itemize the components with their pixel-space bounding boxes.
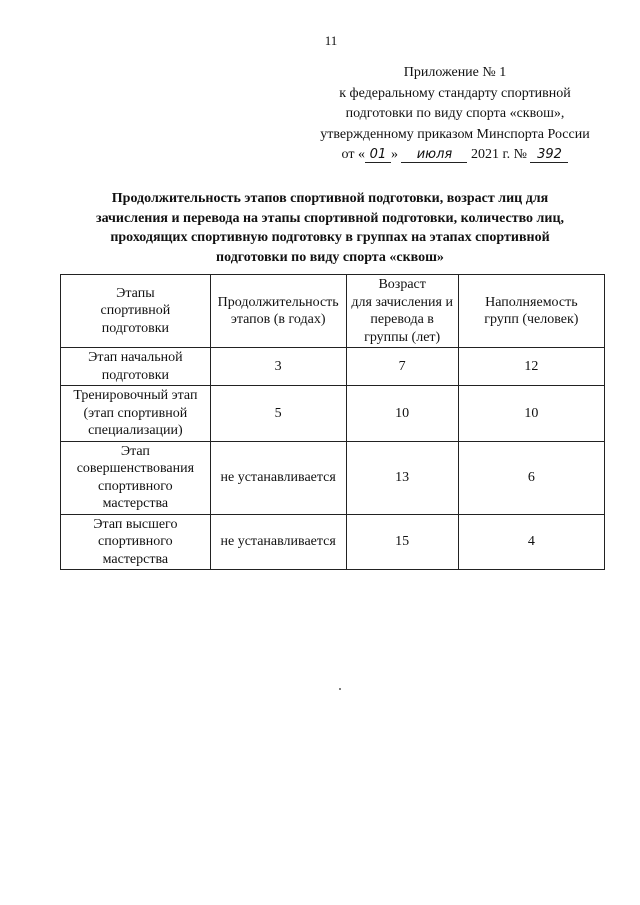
header-line: Этапы — [116, 285, 155, 301]
header-group-size — [458, 275, 604, 348]
header-line: этапов (в годах) — [230, 312, 326, 327]
group-size-cell: 12 — [458, 348, 604, 386]
appendix-title: Приложение № 1 — [403, 65, 507, 80]
title-line: проходящих спортивную подготовку в группах на этапах спортивной — [110, 230, 550, 245]
stage-line: Этап начальной — [88, 350, 183, 365]
stage-line: совершенствования — [76, 461, 195, 476]
stages-table — [60, 274, 605, 570]
age-cell: 10 — [346, 386, 458, 442]
handwritten-month: июля — [401, 148, 467, 163]
handwritten-day: 01 — [365, 148, 391, 163]
date-mid: » — [390, 147, 402, 162]
header-duration — [210, 275, 346, 348]
age-cell: 13 — [346, 441, 458, 514]
header-line: Возраст — [378, 277, 426, 292]
header-line: для зачисления и — [351, 294, 453, 310]
handwritten-order-number: 392 — [530, 148, 568, 163]
group-size-cell: 10 — [458, 386, 604, 442]
title-line: зачисления и перевода на этапы спортивной подготовки, количество лиц, — [95, 210, 565, 226]
header-age — [346, 275, 458, 348]
stage-line: спортивного — [98, 478, 173, 494]
stage-cell — [61, 514, 211, 570]
header-line: Наполняемость — [485, 294, 578, 310]
stage-line: подготовки — [101, 367, 169, 383]
stage-cell — [61, 441, 211, 514]
title-line: подготовки по виду спорта «сквош» — [216, 249, 444, 265]
appendix-block — [290, 63, 620, 166]
stage-line: Этап — [120, 443, 150, 459]
stage-line: мастерства — [102, 496, 169, 511]
header-line: перевода в — [370, 312, 434, 327]
stage-line: Этап высшего — [93, 516, 178, 532]
header-stages — [61, 275, 211, 348]
header-line: Продолжительность — [217, 294, 339, 310]
header-line: групп (человек) — [484, 312, 579, 327]
table-header-row — [61, 275, 605, 348]
stage-line: Тренировочный этап — [73, 388, 198, 403]
appendix-line-order: утвержденному приказом Минспорта России — [320, 126, 590, 142]
stage-line: спортивного — [98, 534, 173, 549]
stage-cell — [61, 348, 211, 386]
duration-cell: не устанавливается — [210, 514, 346, 570]
table-row — [61, 441, 605, 514]
appendix-date-line — [290, 145, 620, 166]
age-cell: 7 — [346, 348, 458, 386]
date-prefix: от « — [341, 147, 365, 162]
duration-cell: не устанавливается — [210, 441, 346, 514]
header-line: спортивной — [100, 303, 171, 319]
document-title — [60, 189, 600, 267]
header-line: подготовки — [101, 320, 169, 336]
group-size-cell: 4 — [458, 514, 604, 570]
header-line: группы (лет) — [364, 329, 441, 345]
duration-cell: 5 — [210, 386, 346, 442]
stage-cell — [61, 386, 211, 442]
duration-cell: 3 — [210, 348, 346, 386]
appendix-line-standard: к федеральному стандарту спортивной — [339, 85, 571, 101]
stage-line: специализации) — [88, 423, 183, 438]
scan-dot-mark — [339, 688, 341, 690]
stage-line: (этап спортивной — [83, 405, 188, 421]
title-line: Продолжительность этапов спортивной подготовки, возраст лиц для — [111, 191, 549, 206]
date-year: 2021 г. № — [467, 147, 531, 162]
table-row — [61, 386, 605, 442]
table-row — [61, 348, 605, 386]
stage-line: мастерства — [102, 551, 169, 567]
appendix-line-sport: подготовки по виду спорта «сквош», — [345, 106, 565, 121]
page-number: 11 — [324, 33, 338, 48]
group-size-cell: 6 — [458, 441, 604, 514]
table-row — [61, 514, 605, 570]
age-cell: 15 — [346, 514, 458, 570]
